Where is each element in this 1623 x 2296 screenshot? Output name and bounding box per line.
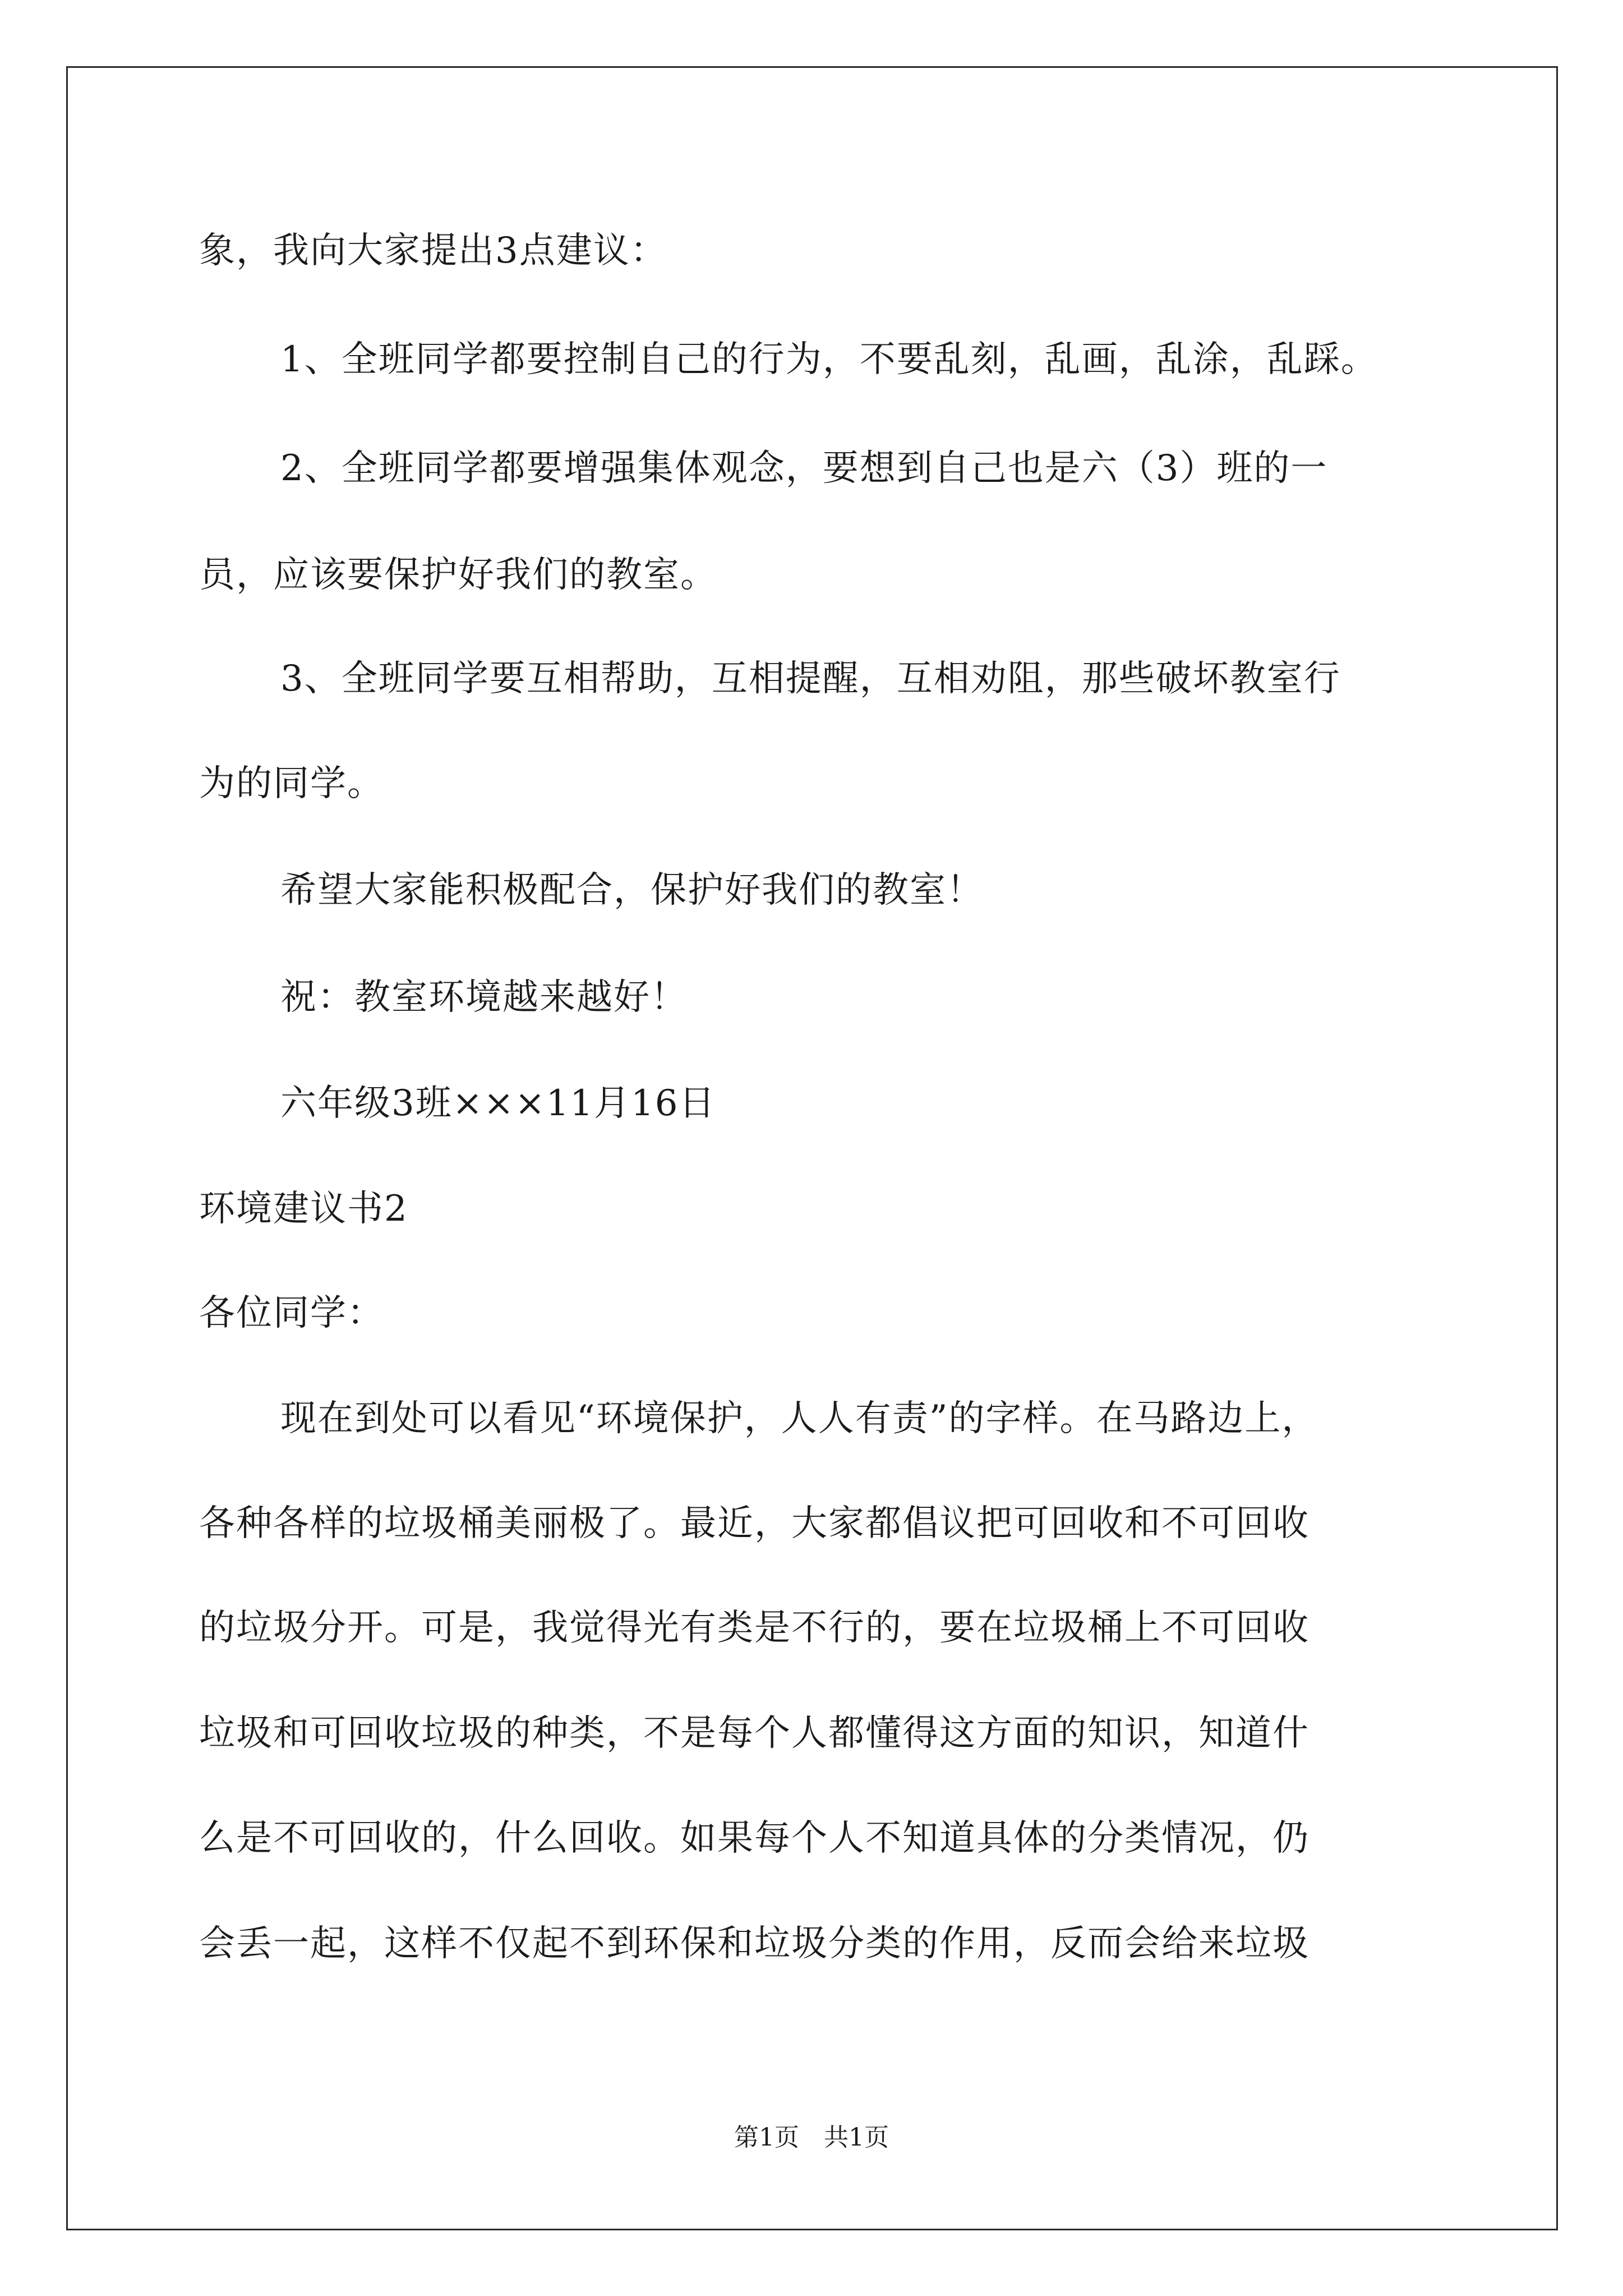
page-border [66,66,1558,2230]
text-line: 2、全班同学都要增强集体观念，要想到自己也是六（3）班的一 [280,448,1328,489]
text-line: 祝：教室环境越来越好！ [280,977,688,1018]
text-line: 1、全班同学都要控制自己的行为，不要乱刻，乱画，乱涂，乱踩。 [280,339,1378,380]
text-line: 的垃圾分开。可是，我觉得光有类是不行的，要在垃圾桶上不可回收 [199,1607,1310,1649]
text-line: 会丢一起，这样不仅起不到环保和垃圾分类的作用，反而会给来垃圾 [199,1923,1310,1964]
text-line: 现在到处可以看见“环境保护，人人有责”的字样。在马路边上， [280,1398,1319,1439]
text-line: 象，我向大家提出3点建议： [199,230,667,272]
text-line: 么是不可回收的，什么回收。如果每个人不知道具体的分类情况，仍 [199,1818,1310,1859]
text-line: 希望大家能积极配合，保护好我们的教室！ [280,869,984,911]
text-line: 员，应该要保护好我们的教室。 [199,554,717,596]
text-line: 六年级3班×××11月16日 [280,1083,716,1124]
text-line: 垃圾和可回收垃圾的种类，不是每个人都懂得这方面的知识，知道什 [199,1713,1310,1754]
salutation: 各位同学： [199,1292,384,1334]
page-footer: 第1页 共1页 [734,2123,889,2152]
text-line: 各种各样的垃圾桶美丽极了。最近，大家都倡议把可回收和不可回收 [199,1503,1310,1544]
text-line: 3、全班同学要互相帮助，互相提醒，互相劝阻，那些破坏教室行 [280,658,1341,700]
section-heading: 环境建议书2 [199,1188,408,1230]
text-line: 为的同学。 [199,763,384,804]
